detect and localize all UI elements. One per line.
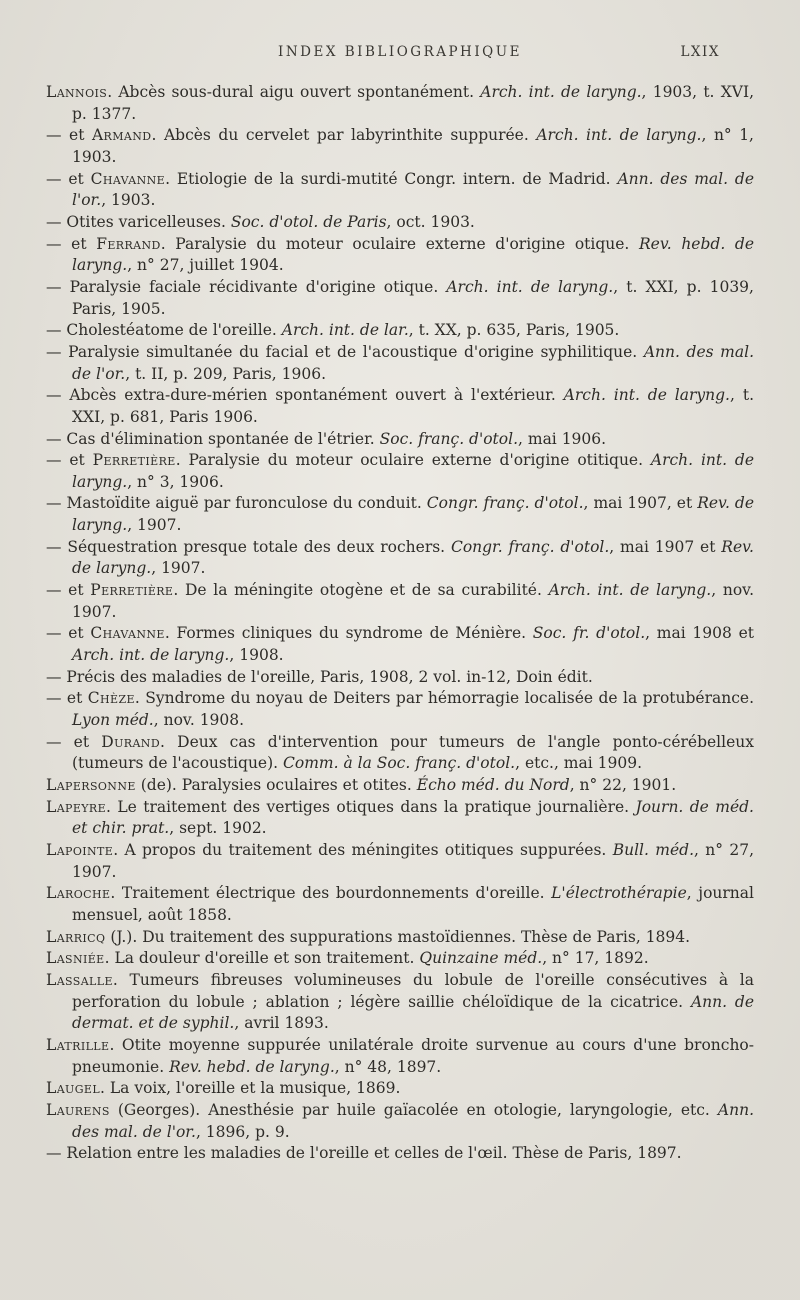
work-title: Soc. franç. d'otol. [379,429,519,448]
entry-text: (Georges). Anesthésie par huile gaïacolée en otologie, laryngologie, etc. [109,1100,718,1119]
work-title: Quinzaine méd. [419,949,543,968]
entry-text: , mai 1907 et [609,537,722,556]
work-title: Congr. franç. d'otol. [450,537,610,556]
work-title: Soc. d'otol. de Paris [230,212,387,231]
bibliography-entry [46,342,754,385]
bibliography-entries [46,82,754,1165]
author-name: Perretière [92,451,176,470]
bibliography-entry [46,580,754,623]
entry-text: . La douleur d'oreille et son traitement. [104,949,420,968]
work-title: Arch. int. de laryng. [536,126,702,145]
entry-text: — et [46,581,91,600]
bibliography-entry [46,1143,754,1165]
bibliography-entry [46,667,754,689]
author-name: Chavanne [90,169,166,188]
work-title: Rev. hebd. de laryng. [72,234,754,275]
author-name: Lapeyre [46,797,107,816]
bibliography-entry [46,537,754,580]
author-name: Chavanne [90,624,165,643]
entry-text: . Paralysie du moteur oculaire externe d'origine otitique. [175,451,651,470]
entry-text: . Syndrome du noyau de Deiters par hémorragie localisée de la protubérance. [134,689,755,708]
entry-text: , t. XXI, p. 681, Paris 1906. [72,386,754,426]
entry-text: , mai 1906. [518,429,607,448]
entry-text: . De la méningite otogène et de sa curabilité. [173,581,549,600]
author-name: Perretière [90,581,174,600]
entry-text: — Cholestéatome de l'oreille. [46,321,282,340]
entry-text: , n° 17, 1892. [542,949,649,968]
entry-text: — Abcès extra-dure-mérien spontanément ouvert à l'extérieur. [46,386,564,405]
entry-text: — et [46,169,91,188]
author-name: Lassalle [46,970,113,989]
bibliography-entry [46,212,754,234]
entry-text: , 1907. [151,559,206,578]
bibliography-entry [46,234,754,277]
entry-text: , oct. 1903. [386,212,475,231]
author-name: Chèze [87,689,135,708]
entry-text: , nov. 1907. [72,581,755,621]
work-title: Ann. des mal. de l'or. [72,342,754,383]
work-title: Journ. de méd. et chir. prat. [72,797,754,838]
entry-text: , n° 48, 1897. [334,1057,442,1076]
entry-text: (J.). Du traitement des suppurations mastoïdiennes. Thèse de Paris, 1894. [105,927,691,946]
bibliography-entry [46,883,754,926]
work-title: Arch. int. de laryng. [72,646,230,665]
work-title: Bull. méd. [612,840,694,859]
work-title: L'électrothérapie [551,884,687,903]
entry-text: , n° 27, 1907. [72,840,754,881]
entry-text: , 1903. [101,191,156,210]
bibliography-entry [46,320,754,342]
entry-text: . A propos du traitement des méningites otitiques suppurées. [113,840,613,859]
entry-text: , mai 1908 et [645,624,754,643]
bibliography-entry [46,775,754,797]
bibliography-entry [46,125,754,168]
entry-text: , t. II, p. 209, Paris, 1906. [125,364,326,383]
entry-text: — et [46,451,93,470]
entry-text: — et [46,624,91,643]
entry-text: — Mastoïdite aiguë par furonculose du conduit. [46,494,427,513]
work-title: Écho méd. du Nord [416,776,570,794]
entry-text: — Cas d'élimination spontanée de l'étrier. [46,429,380,448]
entry-text: . Abcès sous-dural aigu ouvert spontanément. [107,83,481,101]
entry-text: . Etiologie de la surdi-mutité Congr. intern. de Madrid. [165,169,618,188]
page-number: LXIX [680,44,720,60]
entry-text: — Séquestration presque totale des deux rochers. [46,537,451,556]
bibliography-entry [46,1035,754,1078]
entry-text: , t. XX, p. 635, Paris, 1905. [408,321,620,340]
entry-text: — Paralysie simultanée du facial et de l'acoustique d'origine syphilitique. [46,342,644,361]
bibliography-entry [46,970,754,1035]
work-title: Arch. int. de lar. [281,321,409,340]
bibliography-entry [46,82,754,125]
work-title: Arch. int. de laryng. [548,581,712,600]
entry-text: . La voix, l'oreille et la musique, 1869. [100,1079,401,1098]
entry-text: , journal mensuel, août 1858. [72,884,754,924]
bibliography-entry [46,450,754,493]
entry-text: , 1908. [229,646,284,665]
author-name: Lapersonne [46,776,136,794]
bibliography-entry [46,623,754,666]
entry-text: , avril 1893. [234,1014,329,1033]
work-title: Comm. à la Soc. franç. d'otol. [283,754,516,773]
work-title: Lyon méd. [72,711,154,730]
bibliography-entry [46,948,754,970]
entry-text: — et [46,732,102,751]
bibliography-entry [46,385,754,428]
author-name: Lapointe [46,840,114,859]
work-title: Rev. hebd. de laryng. [169,1057,335,1076]
entry-text: , n° 22, 1901. [569,776,677,794]
bibliography-entry [46,797,754,840]
bibliography-entry [46,493,754,536]
entry-text: , 1907. [127,516,182,535]
author-name: Laroche [46,884,111,903]
bibliography-entry [46,1078,754,1100]
bibliography-entry [46,429,754,451]
bibliography-entry [46,1100,754,1143]
bibliography-entry [46,840,754,883]
work-title: Arch. int. de laryng. [72,451,754,491]
entry-text: , n° 27, juillet 1904. [127,256,284,275]
entry-text: (de). Paralysies oculaires et otites. [135,776,417,794]
entry-text: , n° 3, 1906. [127,472,224,491]
entry-text: , sept. 1902. [169,819,267,838]
work-title: Rev. de laryng. [72,537,754,578]
entry-text: , etc., mai 1909. [515,754,643,773]
page-header [46,44,754,60]
work-title: Arch. int. de laryng. [446,277,614,296]
bibliography-entry [46,277,754,320]
work-title: Rev. de laryng. [72,494,755,535]
author-name: Laurens [46,1100,110,1119]
entry-text: . Otite moyenne suppurée unilatérale droite survenue au cours d'une broncho-pneumonie. [72,1035,754,1076]
entry-text: — Précis des maladies de l'oreille, Paris, 1908, 2 vol. in-12, Doin édit. [46,667,593,686]
work-title: Arch. int. de laryng. [563,386,730,405]
entry-text: , n° 1, 1903. [72,126,754,166]
author-name: Larricq [46,927,106,946]
entry-text: — Paralysie faciale récidivante d'origine otique. [46,277,447,296]
entry-text: , 1903, t. XVI, p. 1377. [72,83,754,123]
entry-text: , mai 1907, et [583,494,698,513]
entry-text: . Abcès du cervelet par labyrinthite suppurée. [151,126,537,145]
entry-text: . Paralysie du moteur oculaire externe d'origine otique. [160,234,639,253]
entry-text: , nov. 1908. [153,711,245,730]
entry-text: . Traitement électrique des bourdonnements d'oreille. [110,884,552,903]
bibliography-entry [46,688,754,731]
author-name: Ferrand [96,234,161,253]
author-name: Laugel [46,1079,101,1098]
work-title: Arch. int. de laryng. [480,83,642,101]
author-name: Latrille [46,1035,110,1054]
entry-text: — et [46,689,88,708]
entry-text: — Otites varicelleuses. [46,212,231,231]
work-title: Ann. des mal. de l'or. [72,1100,754,1141]
entry-text: — Relation entre les maladies de l'oreille et celles de l'œil. Thèse de Paris, 1897. [46,1144,682,1163]
work-title: Congr. franç. d'otol. [426,494,584,513]
entry-text: . Deux cas d'intervention pour tumeurs de l'angle ponto-cérébelleux (tumeurs de l'acoustique). [72,732,754,773]
bibliography-entry [46,169,754,212]
bibliography-entry [46,927,754,949]
author-name: Lannois [46,83,108,101]
entry-text: — et [46,234,97,253]
author-name: Armand [91,126,152,145]
entry-text: . Tumeurs fibreuses volumineuses du lobule de l'oreille consécutives à la perforation du lobule ; ablation ; légère saillie chéloïdique de la cicatrice. [72,970,754,1011]
author-name: Durand [101,732,161,751]
author-name: Lasniée [46,949,105,968]
entry-text: , 1896, p. 9. [195,1122,290,1141]
work-title: Ann. des mal. de l'or. [72,169,754,210]
entry-text: . Formes cliniques du syndrome de Ménière. [164,624,533,643]
bibliography-entry [46,732,754,775]
running-title: INDEX BIBLIOGRAPHIQUE [278,44,522,60]
entry-text: . Le traitement des vertiges otiques dans la pratique journalière. [106,797,636,816]
work-title: Soc. fr. d'otol. [532,624,646,643]
entry-text: , t. XXI, p. 1039, Paris, 1905. [72,277,754,318]
entry-text: — et [46,126,92,145]
work-title: Ann. de dermat. et de syphil. [72,992,754,1033]
